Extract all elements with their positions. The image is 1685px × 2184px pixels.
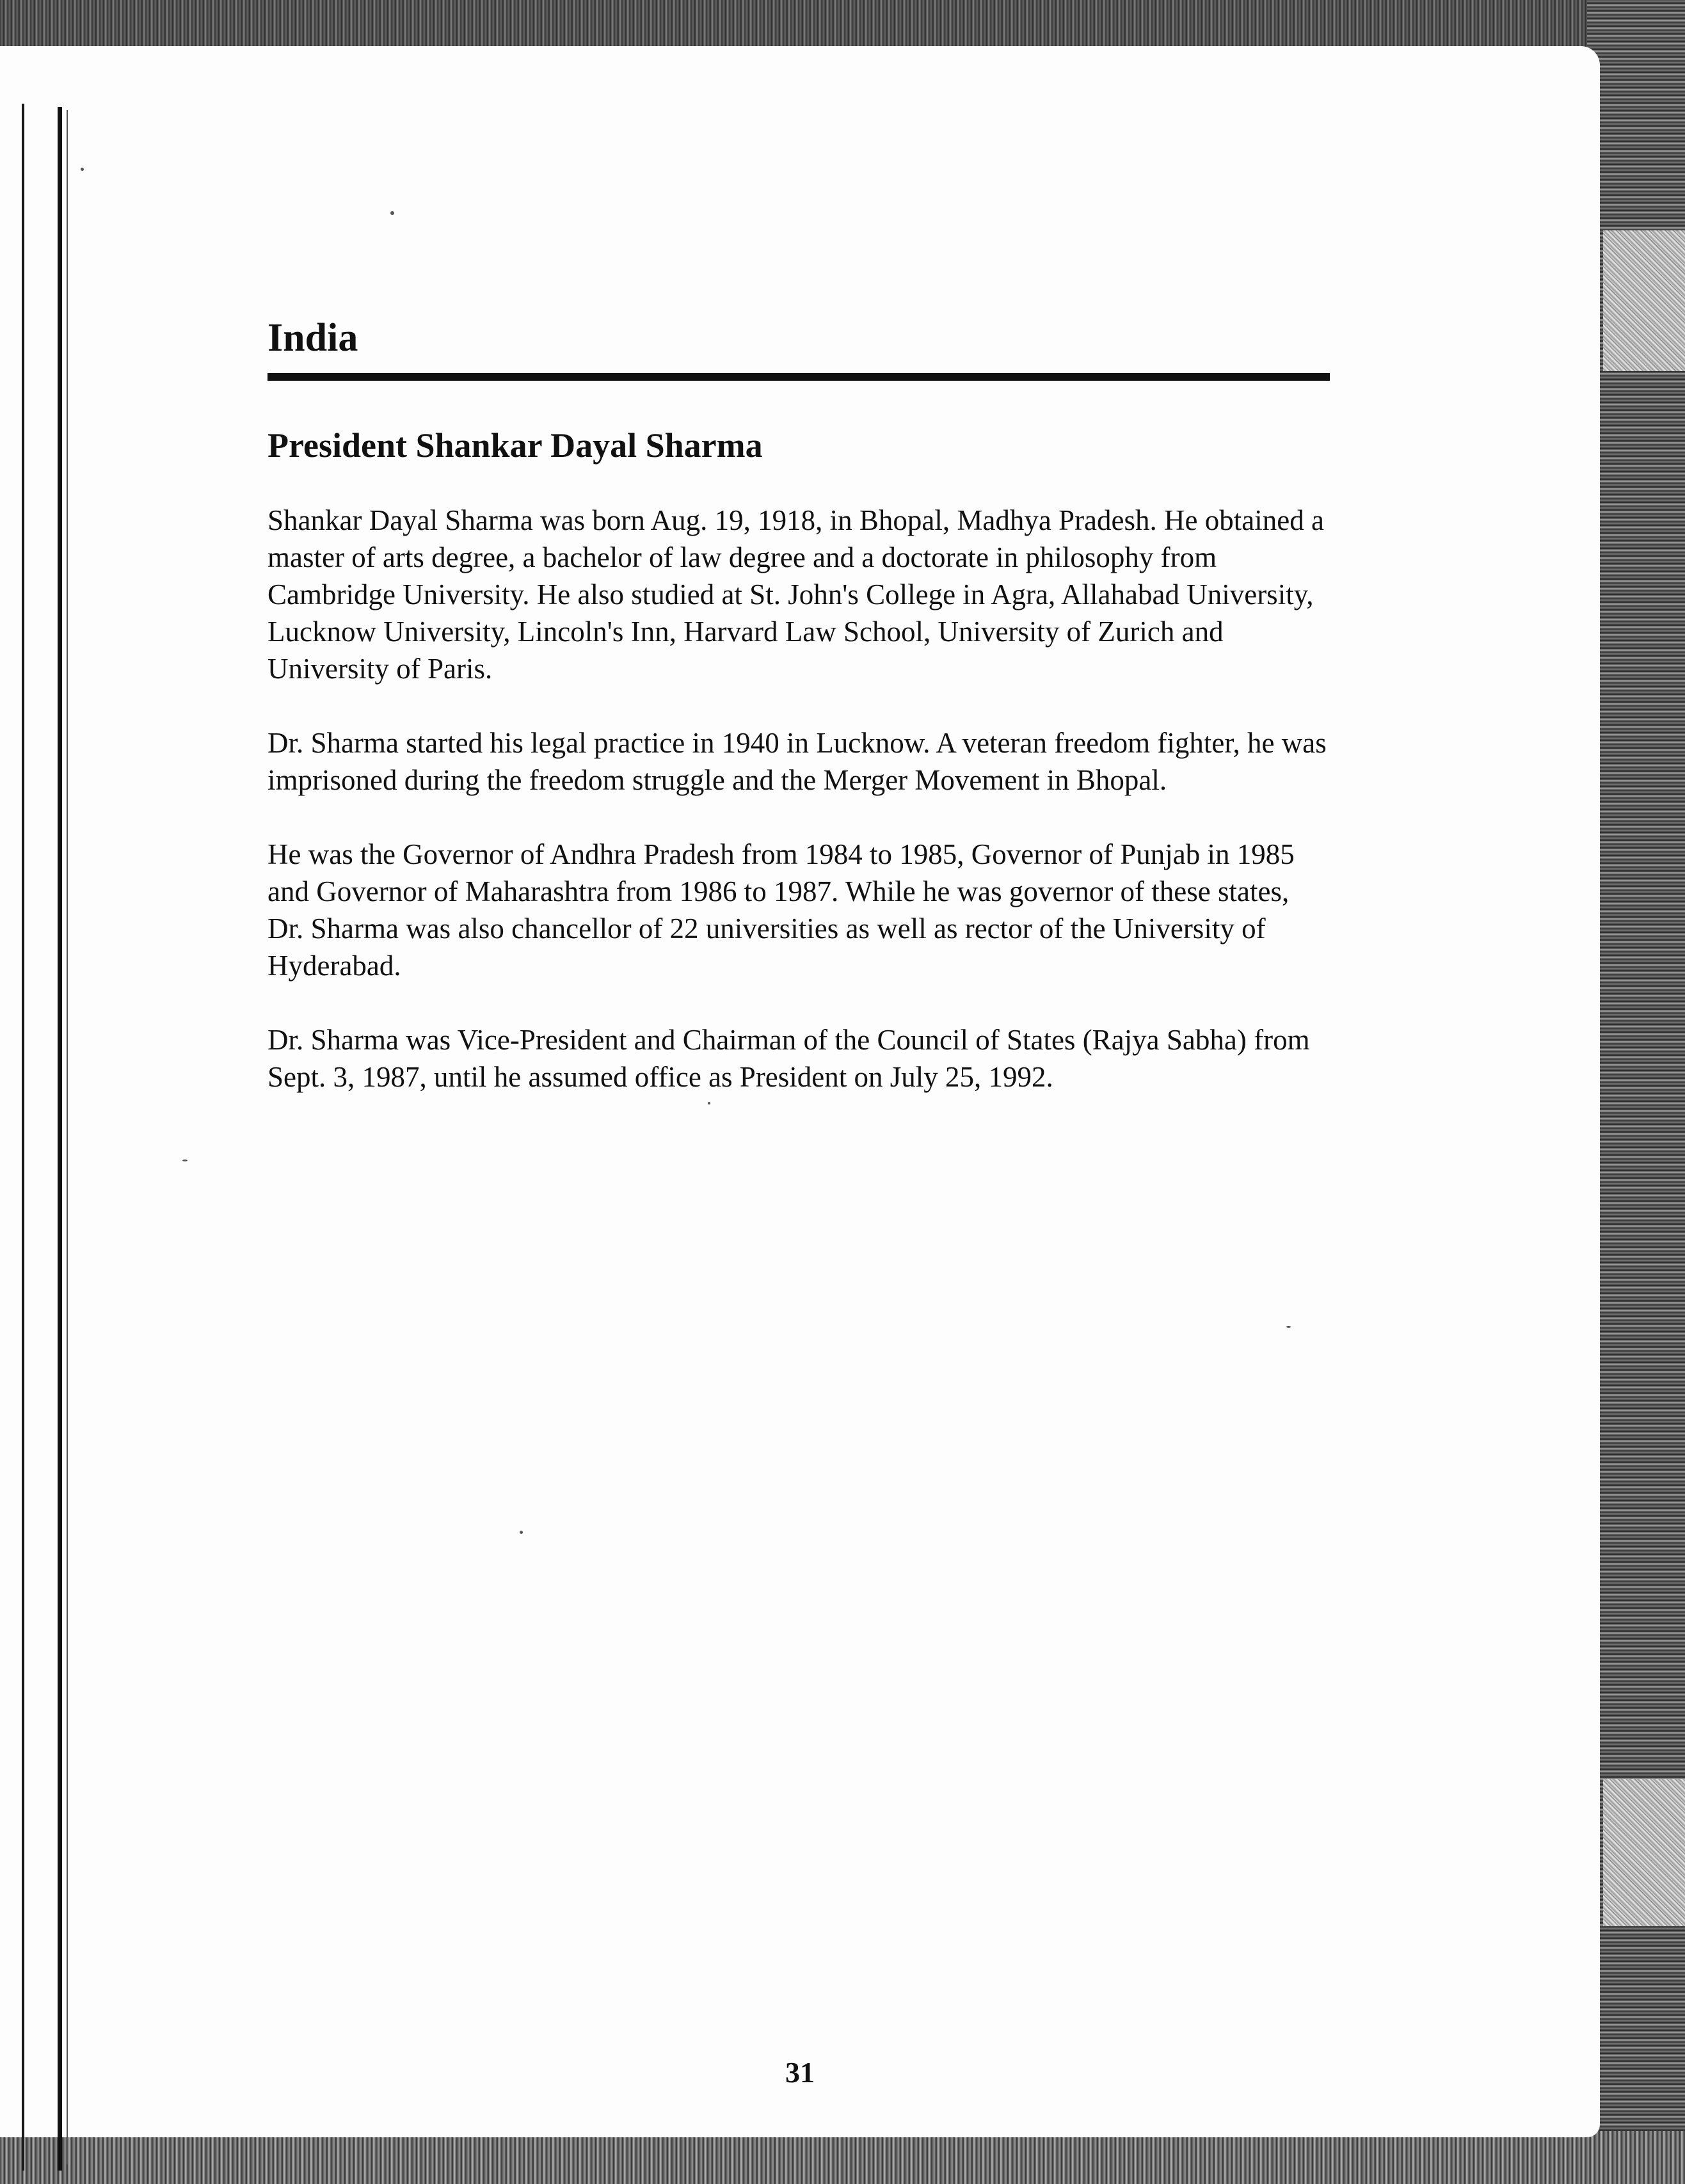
scan-speck — [81, 168, 84, 171]
person-title: President Shankar Dayal Sharma — [268, 426, 763, 465]
scan-noise-top — [0, 0, 1685, 50]
section-title: India — [268, 318, 1330, 381]
scan-noise-right-block — [1603, 1779, 1685, 1926]
scan-noise-right-block — [1603, 230, 1685, 371]
binding-edge-line — [22, 104, 24, 2171]
scan-speck — [1286, 1326, 1291, 1328]
scan-speck — [520, 1531, 523, 1534]
article-content — [268, 318, 1330, 1096]
binding-edge-line — [67, 110, 68, 2164]
biography-paragraph: Dr. Sharma was Vice-President and Chairman of the Council of States (Rajya Sabha) from Sept. 3, 1987, until he assumed office as President on July 25, 1992. — [268, 1024, 1310, 1094]
page-number: 31 — [785, 2056, 815, 2089]
biography-paragraph: He was the Governor of Andhra Pradesh from 1984 to 1985, Governor of Punjab in 1985 and Governor of Maharashtra from 1986 to 1987. While he was governor of these states, Dr. Sharma was also chancellor of 22 universities as well as rector of the University of Hyderabad. — [268, 838, 1295, 982]
scan-speck — [182, 1160, 188, 1161]
biography-paragraph: Dr. Sharma started his legal practice in 1940 in Lucknow. A veteran freedom fighter, he was imprisoned during the freedom struggle and the Merger Movement in Bhopal. — [268, 727, 1327, 797]
scan-noise-bottom — [0, 2131, 1685, 2184]
scan-speck — [708, 1102, 710, 1104]
binding-edge-line — [58, 107, 62, 2171]
document-page — [0, 46, 1600, 2137]
biography-paragraph: Shankar Dayal Sharma was born Aug. 19, 1918, in Bhopal, Madhya Pradesh. He obtained a master of arts degree, a bachelor of law degree and a doctorate in philosophy from Cambridge University. He also studied at St. John's College in Agra, Allahabad University, Lucknow University, Lincoln's Inn, Harvard Law School, University of Zurich and University of Paris. — [268, 504, 1324, 685]
scan-speck — [390, 211, 394, 215]
